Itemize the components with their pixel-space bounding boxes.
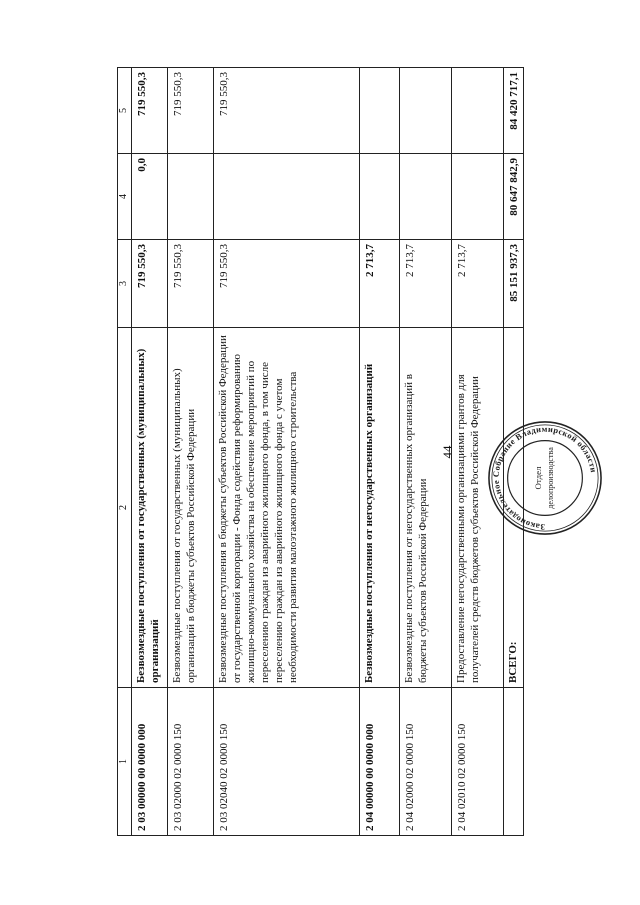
row-col3: 2 713,7	[359, 240, 399, 328]
row-col4	[167, 154, 213, 240]
row-name: Безвозмездные поступления в бюджеты субъектов Российской Федерации от государственной корпорации - Фонда содействия реформированию жилищно-коммунального хозяйства на обеспечение мероприятий по переселению граждан из аварийного жилищного фонда, в том числе переселению граждан из аварийного жилищного фонда с учетом необходимости развития малоэтажного жилищного строительства	[213, 328, 359, 688]
stamp-graphic	[486, 419, 604, 537]
row-col3: 719 550,3	[131, 240, 167, 328]
total-col5: 84 420 717,1	[503, 68, 523, 154]
row-code: 2 04 02000 02 0000 150	[399, 688, 451, 836]
column-header: 3	[118, 240, 132, 328]
column-header: 4	[118, 154, 132, 240]
total-col4: 80 647 842,9	[503, 154, 523, 240]
row-name: Безвозмездные поступления от негосударственных организаций в бюджеты субъектов Российской Федерации	[399, 328, 451, 688]
row-code: 2 04 00000 00 0000 000	[359, 688, 399, 836]
row-col5	[399, 68, 451, 154]
row-code: 2 03 02000 02 0000 150	[167, 688, 213, 836]
row-name: Предоставление негосударственными организациями грантов для получателей средств бюджетов субъектов Российской Федерации	[451, 328, 503, 688]
stamp-inner-line1: Отдел	[533, 466, 544, 490]
row-col4	[359, 154, 399, 240]
total-code-cell	[503, 688, 523, 836]
row-col3: 2 713,7	[399, 240, 451, 328]
budget-table-container	[117, 68, 523, 836]
table-row	[359, 68, 399, 836]
row-col5: 719 550,3	[213, 68, 359, 154]
row-col4	[451, 154, 503, 240]
row-col5	[451, 68, 503, 154]
total-col3: 85 151 937,3	[503, 240, 523, 328]
stamp-outer-text: Законодательное Собрание Владимирской области	[490, 423, 599, 533]
table-row	[167, 68, 213, 836]
column-header: 5	[118, 68, 132, 154]
row-col3: 2 713,7	[451, 240, 503, 328]
row-col5: 719 550,3	[131, 68, 167, 154]
row-col4: 0,0	[131, 154, 167, 240]
row-code: 2 03 02040 02 0000 150	[213, 688, 359, 836]
row-name: Безвозмездные поступления от государственных (муниципальных) организаций в бюджеты субъектов Российской Федерации	[167, 328, 213, 688]
row-code: 2 03 00000 00 0000 000	[131, 688, 167, 836]
office-stamp	[486, 419, 604, 537]
row-col4	[213, 154, 359, 240]
table-row	[213, 68, 359, 836]
stamp-inner-line2: делопроизводства	[545, 447, 555, 509]
budget-table	[117, 67, 524, 836]
row-col4	[399, 154, 451, 240]
column-header: 2	[118, 328, 132, 688]
row-col3: 719 550,3	[167, 240, 213, 328]
page-number: 44	[440, 445, 455, 459]
column-header: 1	[118, 688, 132, 836]
row-code: 2 04 02010 02 0000 150	[451, 688, 503, 836]
table-header-row	[118, 68, 132, 836]
table-row	[399, 68, 451, 836]
row-col3: 719 550,3	[213, 240, 359, 328]
row-name: Безвозмездные поступления от негосударственных организаций	[359, 328, 399, 688]
row-col5: 719 550,3	[167, 68, 213, 154]
table-row	[131, 68, 167, 836]
row-col5	[359, 68, 399, 154]
total-label: ВСЕГО:	[503, 328, 523, 688]
row-name: Безвозмездные поступления от государственных (муниципальных) организаций	[131, 328, 167, 688]
